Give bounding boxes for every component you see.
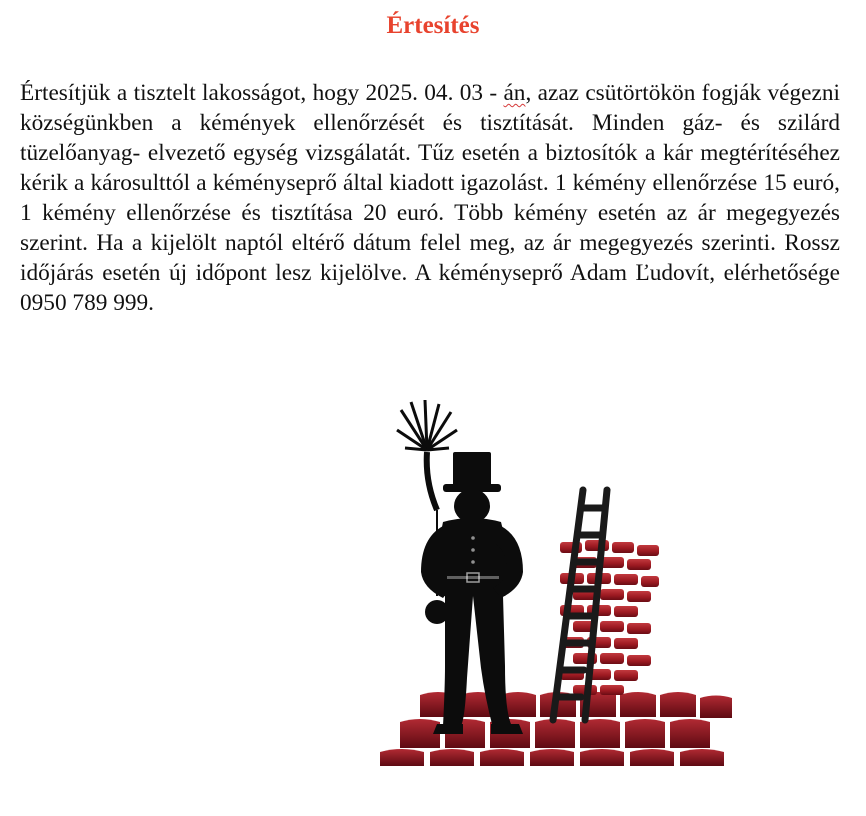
- chimney-sweep-silhouette: [421, 452, 523, 734]
- notice-title: Értesítés: [386, 12, 480, 39]
- spellcheck-flagged-word[interactable]: án: [503, 80, 526, 106]
- sweep-brush: [397, 400, 457, 510]
- chimney-sweep-illustration: [345, 390, 745, 800]
- notice-body-prefix: Értesítjük a tisztelt lakosságot, hogy 2025. 04. 03 -: [20, 80, 504, 106]
- notice-body-suffix: , azaz csütörtökön fogják végezni községünkben a kémények ellenőrzését és tisztítását. Minden gáz- és szilárd tüzelőanyag- elvezető egység vizsgálatát. Tűz esetén a biztosítók a kár megtérítéséhez kérik a károsulttól a kéményseprő által kiadott igazolást. 1 kémény ellenőrzése 15 euró, 1 kémény ellenőrzése és tisztítása 20 euró. Több kémény esetén az ár megegyezés szerint. Ha a kijelölt naptól eltérő dátum felel meg, az ár megegyezés szerinti. Rossz időjárás esetén új időpont lesz kijelölve. A kéményseprő Adam Ľudovít, elérhetősége 0950 789 999.: [20, 80, 840, 316]
- notice-body: [20, 78, 840, 318]
